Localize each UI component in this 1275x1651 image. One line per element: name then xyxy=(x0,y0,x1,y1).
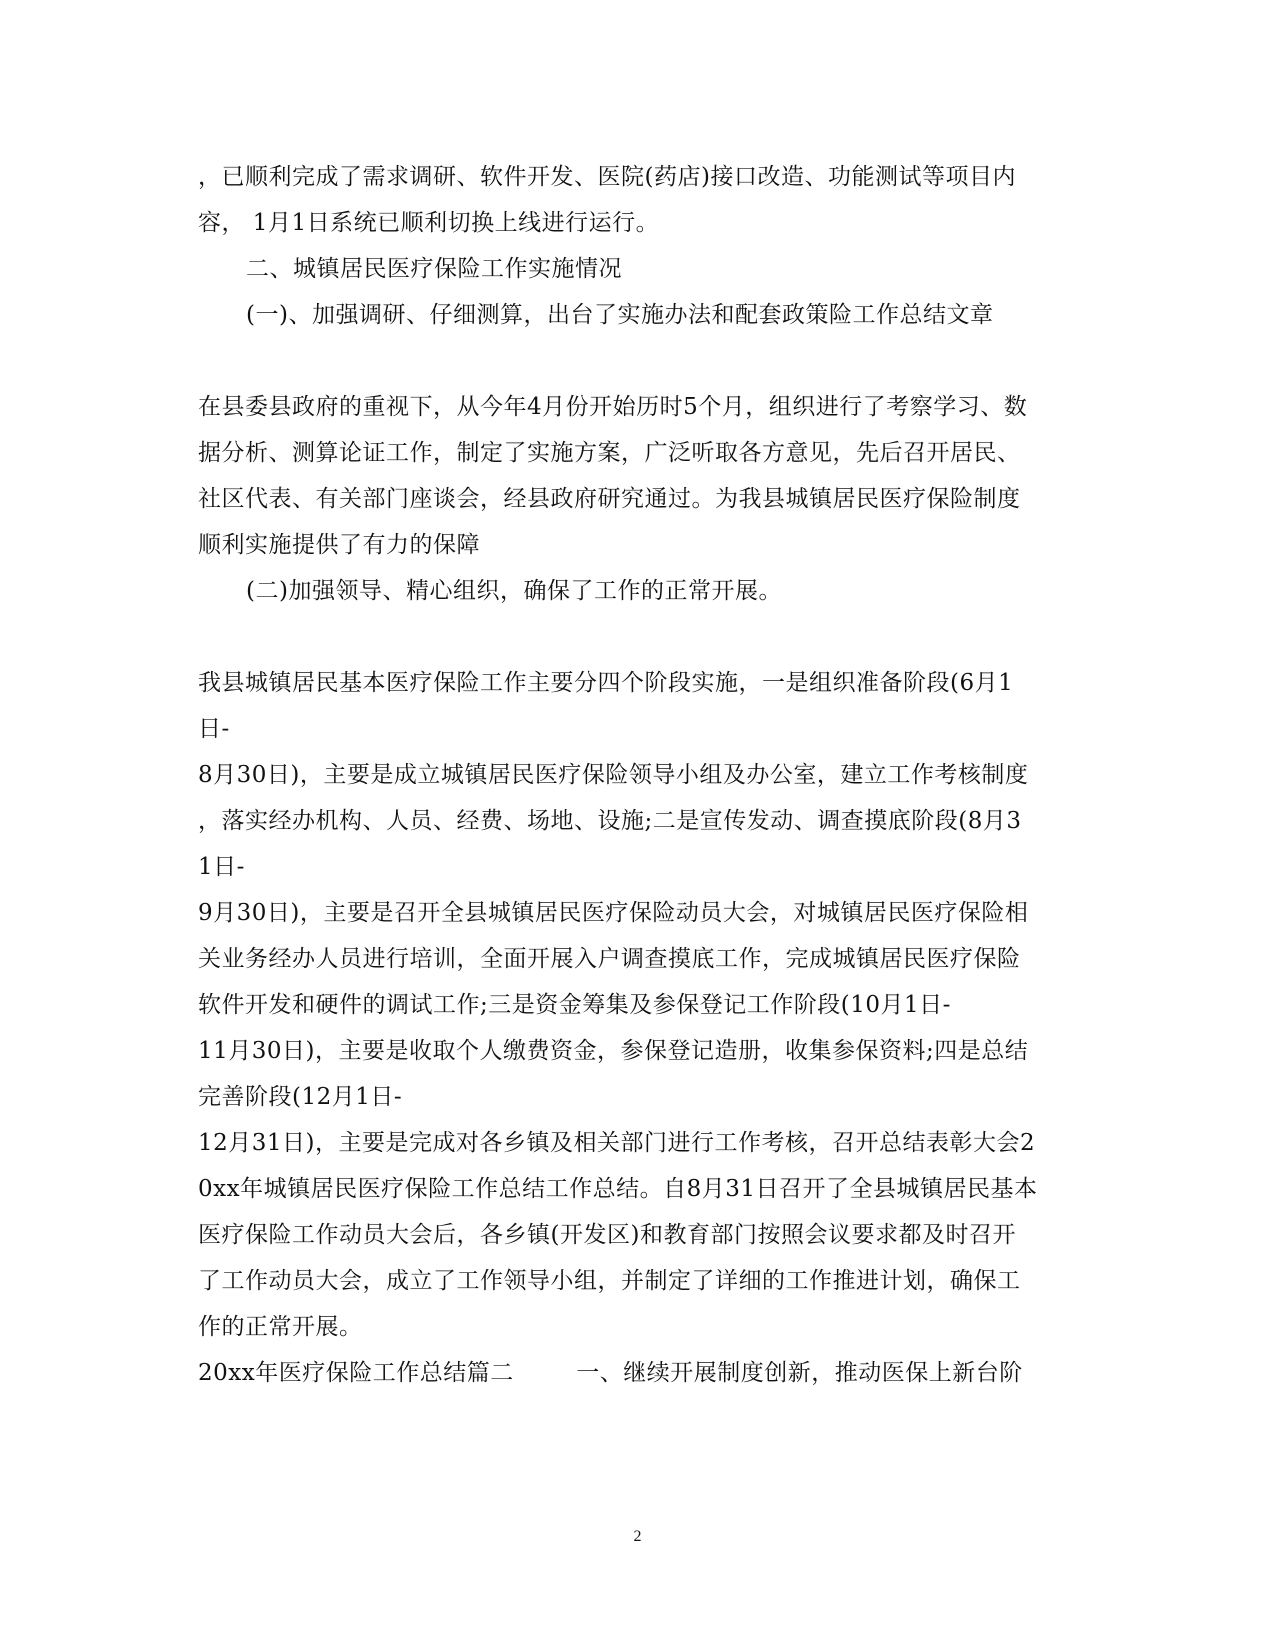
page-number: 2 xyxy=(633,1528,642,1545)
body-text-line: 关业务经办人员进行培训，全面开展入户调查摸底工作，完成城镇居民医疗保险 xyxy=(198,946,1021,972)
section-heading: 20xx年医疗保险工作总结篇二 一、继续开展制度创新，推动医保上新台阶 xyxy=(198,1360,1023,1386)
body-text-line: 医疗保险工作动员大会后，各乡镇(开发区)和教育部门按照会议要求都及时召开 xyxy=(198,1222,1016,1248)
body-text-line: 软件开发和硬件的调试工作;三是资金筹集及参保登记工作阶段(10月1日- xyxy=(198,992,951,1018)
body-text-line: 11月30日)，主要是收取个人缴费资金，参保登记造册，收集参保资料;四是总结 xyxy=(198,1038,1029,1064)
body-text-line: 12月31日)，主要是完成对各乡镇及相关部门进行工作考核，召开总结表彰大会2 xyxy=(198,1130,1036,1156)
body-text-line: 据分析、测算论证工作，制定了实施方案，广泛听取各方意见，先后召开居民、 xyxy=(198,440,1021,466)
body-text-line: 0xx年城镇居民医疗保险工作总结工作总结。自8月31日召开了全县城镇居民基本 xyxy=(198,1176,1038,1202)
body-text-line: 作的正常开展。 xyxy=(198,1314,363,1340)
subsection-heading: (二)加强领导、精心组织，确保了工作的正常开展。 xyxy=(246,578,782,604)
body-text-line: ，已顺利完成了需求调研、软件开发、医院(药店)接口改造、功能测试等项目内 xyxy=(198,164,1016,190)
body-text-line: ，落实经办机构、人员、经费、场地、设施;二是宣传发动、调查摸底阶段(8月3 xyxy=(198,808,1022,834)
body-text-line: 我县城镇居民基本医疗保险工作主要分四个阶段实施，一是组织准备阶段(6月1 xyxy=(198,670,1014,696)
body-text-line: 容， 1月1日系统已顺利切换上线进行运行。 xyxy=(198,210,660,236)
body-text-line: 8月30日)，主要是成立城镇居民医疗保险领导小组及办公室，建立工作考核制度 xyxy=(198,762,1029,788)
body-text-line: 9月30日)，主要是召开全县城镇居民医疗保险动员大会，对城镇居民医疗保险相 xyxy=(198,900,1029,926)
body-text-line: 社区代表、有关部门座谈会，经县政府研究通过。为我县城镇居民医疗保险制度 xyxy=(198,486,1021,512)
section-heading: 二、城镇居民医疗保险工作实施情况 xyxy=(246,256,622,282)
subsection-heading: (一)、加强调研、仔细测算，出台了实施办法和配套政策险工作总结文章 xyxy=(246,302,994,328)
body-text-line: 日- xyxy=(198,716,230,742)
body-text-line: 在县委县政府的重视下，从今年4月份开始历时5个月，组织进行了考察学习、数 xyxy=(198,394,1028,420)
body-text-line: 了工作动员大会，成立了工作领导小组，并制定了详细的工作推进计划，确保工 xyxy=(198,1268,1021,1294)
body-text-line: 1日- xyxy=(198,854,245,880)
body-text-line: 顺利实施提供了有力的保障 xyxy=(198,532,480,558)
body-text-line: 完善阶段(12月1日- xyxy=(198,1084,403,1110)
